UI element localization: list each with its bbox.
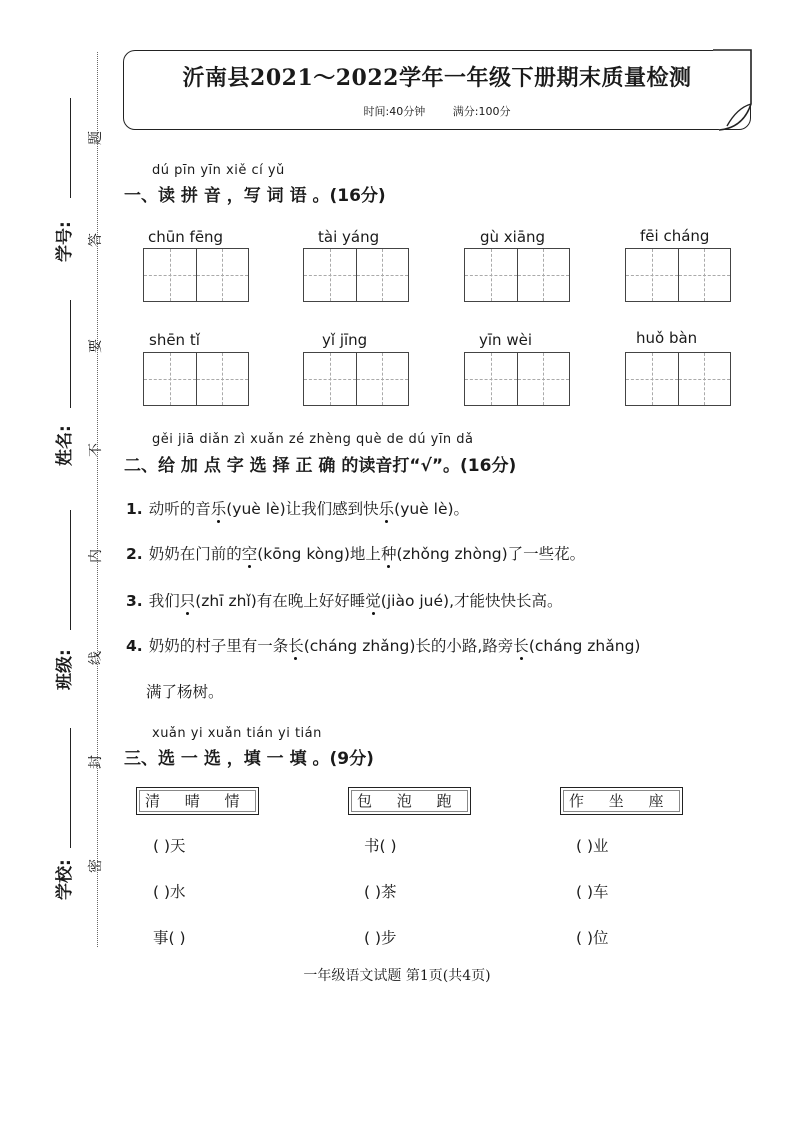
title-box — [123, 50, 751, 130]
write-grid[interactable] — [464, 248, 570, 302]
question-4-continued: 满了杨树。 — [146, 683, 224, 701]
fill-blank[interactable]: ( )茶 — [364, 883, 397, 901]
section2-heading: 二、给 加 点 字 选 择 正 确 的读音打“√”。(16分) — [124, 456, 517, 476]
fill-blank[interactable]: 书( ) — [364, 837, 397, 855]
exam-title: 沂南县2021～2022学年一年级下册期末质量检测 — [182, 65, 692, 91]
char-choice-box: 清 晴 情 — [136, 787, 259, 815]
fill-blank[interactable]: ( )步 — [364, 929, 397, 947]
fill-blank[interactable]: ( )水 — [153, 883, 186, 901]
word-pinyin: huǒ bàn — [636, 329, 698, 347]
fill-blank[interactable]: ( )位 — [576, 929, 609, 947]
section3-pinyin: xuǎn yi xuǎn tián yi tián — [152, 726, 322, 741]
question-3: 3. 我们只(zhī zhǐ)有在晚上好好睡觉(jiào jué),才能快快长高。 — [126, 592, 563, 610]
fill-blank[interactable]: ( )车 — [576, 883, 609, 901]
seal-dashed-line — [97, 52, 98, 947]
dotted-char: 乐 — [378, 500, 395, 518]
dotted-char: 乐 — [210, 500, 227, 518]
class-label: 班级: — [55, 649, 75, 690]
section1-pinyin: dú pīn yīn xiě cí yǔ — [152, 163, 285, 178]
time-limit: 时间:40分钟 — [363, 105, 426, 118]
student-number-line[interactable] — [70, 98, 71, 198]
page-footer: 一年级语文试题 第1页(共4页) — [303, 968, 491, 984]
seal-char: 不 — [88, 443, 104, 457]
write-grid[interactable] — [303, 248, 409, 302]
seal-char: 封 — [88, 755, 104, 769]
question-2: 2. 奶奶在门前的空(kōng kòng)地上种(zhǒng zhòng)了一些花。 — [126, 545, 586, 563]
section1-heading: 一、读 拼 音 ，写 词 语 。(16分) — [124, 186, 386, 206]
word-pinyin: gù xiāng — [480, 228, 546, 246]
dotted-char: 长 — [288, 637, 304, 655]
school-label: 学校: — [55, 859, 75, 900]
name-label: 姓名: — [55, 425, 75, 466]
write-grid[interactable] — [464, 352, 570, 406]
exam-meta — [124, 103, 750, 119]
seal-char: 答 — [88, 233, 104, 247]
school-line[interactable] — [70, 728, 71, 848]
word-pinyin: fēi cháng — [640, 227, 710, 245]
word-pinyin: chūn fēng — [148, 228, 224, 246]
word-pinyin: tài yáng — [318, 228, 380, 246]
dotted-char: 长 — [513, 637, 529, 655]
seal-char: 内 — [88, 549, 104, 563]
write-grid[interactable] — [625, 248, 731, 302]
write-grid[interactable] — [143, 248, 249, 302]
char-choice-box: 作 坐 座 — [560, 787, 683, 815]
question-1: 1. 动听的音乐(yuè lè)让我们感到快乐(yuè lè)。 — [126, 500, 470, 518]
full-score: 满分:100分 — [452, 105, 511, 118]
char-choice-box: 包 泡 跑 — [348, 787, 471, 815]
student-number-label: 学号: — [55, 221, 75, 262]
seal-char: 密 — [88, 859, 104, 873]
write-grid[interactable] — [625, 352, 731, 406]
word-pinyin: shēn tǐ — [149, 331, 200, 349]
dotted-char: 觉 — [365, 592, 381, 610]
name-line[interactable] — [70, 300, 71, 408]
seal-char: 要 — [88, 339, 104, 353]
fill-blank[interactable]: ( )天 — [153, 837, 186, 855]
dotted-char: 空 — [241, 545, 258, 563]
write-grid[interactable] — [303, 352, 409, 406]
fill-blank[interactable]: 事( ) — [153, 929, 186, 947]
write-grid[interactable] — [143, 352, 249, 406]
word-pinyin: yīn wèi — [479, 331, 532, 349]
word-pinyin: yǐ jīng — [322, 331, 368, 349]
seal-char: 题 — [88, 131, 104, 145]
section3-heading: 三、选 一 选 ，填 一 填 。(9分) — [124, 749, 374, 769]
question-4: 4. 奶奶的村子里有一条长(cháng zhǎng)长的小路,路旁长(cháng zhǎng) — [126, 637, 641, 655]
class-line[interactable] — [70, 510, 71, 630]
section2-pinyin: gěi jiā diǎn zì xuǎn zé zhèng què de dú yīn dǎ — [152, 432, 474, 447]
seal-char: 线 — [88, 651, 104, 665]
dotted-char: 种 — [380, 545, 397, 563]
dotted-char: 只 — [179, 592, 196, 610]
fill-blank[interactable]: ( )业 — [576, 837, 609, 855]
